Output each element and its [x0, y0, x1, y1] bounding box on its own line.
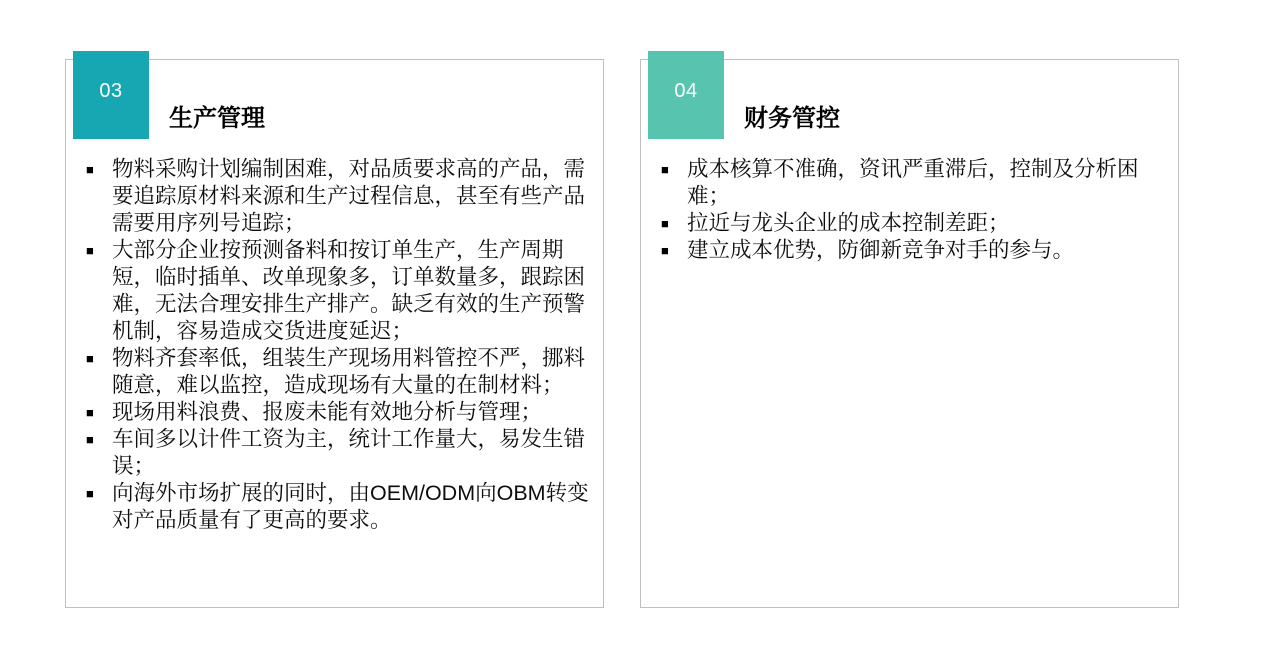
bullet-item — [86, 399, 598, 426]
bullet-text: 向海外市场扩展的同时，由OEM/ODM向OBM转变对产品质量有了更高的要求。 — [112, 481, 589, 532]
card-title: 财务管控 — [744, 105, 840, 132]
bullet-item — [661, 210, 1173, 237]
bullet-text: 拉近与龙头企业的成本控制差距； — [687, 211, 1010, 235]
bullet-square-icon: ■ — [661, 216, 669, 231]
bullet-text: 成本核算不准确，资讯严重滞后，控制及分析困难； — [687, 157, 1139, 208]
bullet-square-icon: ■ — [86, 351, 94, 366]
bullet-text: 大部分企业按预测备料和按订单生产，生产周期短，临时插单、改单现象多，订单数量多，跟踪困难，无法合理安排生产排产。缺乏有效的生产预警机制，容易造成交货进度延迟； — [112, 238, 586, 343]
bullet-text: 物料采购计划编制困难，对品质要求高的产品，需要追踪原材料来源和生产过程信息，甚至有些产品需要用序列号追踪； — [112, 157, 586, 235]
bullet-item — [86, 480, 598, 534]
bullet-item — [86, 426, 598, 480]
bullet-square-icon: ■ — [86, 432, 94, 447]
card-number-badge — [73, 51, 149, 139]
bullet-square-icon: ■ — [661, 243, 669, 258]
bullet-item — [86, 345, 598, 399]
bullet-item — [86, 156, 598, 237]
card-number-badge — [648, 51, 724, 139]
bullet-square-icon: ■ — [661, 162, 669, 177]
bullet-text: 物料齐套率低，组装生产现场用料管控不严，挪料随意，难以监控，造成现场有大量的在制材料； — [112, 346, 586, 397]
bullet-square-icon: ■ — [86, 486, 94, 501]
card-title: 生产管理 — [169, 105, 265, 132]
bullet-list — [86, 156, 598, 534]
bullet-text: 现场用料浪费、报废未能有效地分析与管理； — [112, 400, 543, 424]
bullet-item — [86, 237, 598, 345]
bullet-text: 车间多以计件工资为主，统计工作量大，易发生错误； — [112, 427, 586, 478]
bullet-square-icon: ■ — [86, 243, 94, 258]
bullet-square-icon: ■ — [86, 405, 94, 420]
bullet-item — [661, 156, 1173, 210]
bullet-item — [661, 237, 1173, 264]
card-production-management — [65, 59, 604, 608]
bullet-square-icon: ■ — [86, 162, 94, 177]
card-number: 04 — [674, 79, 698, 102]
card-number: 03 — [99, 79, 123, 102]
bullet-list — [661, 156, 1173, 264]
card-finance-control — [640, 59, 1179, 608]
bullet-text: 建立成本优势，防御新竞争对手的参与。 — [687, 238, 1075, 262]
